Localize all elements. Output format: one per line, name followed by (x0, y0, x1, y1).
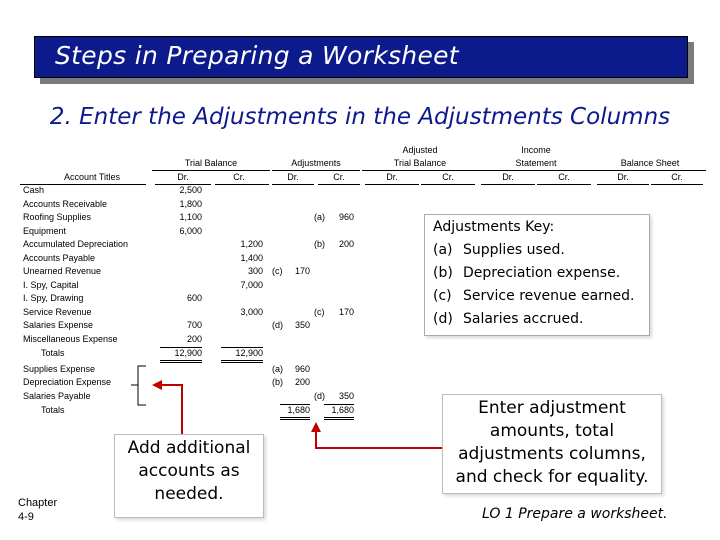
account-title: Equipment (23, 226, 67, 236)
tb-dr-cell: 6,000 (179, 226, 202, 236)
key-code: (b) (433, 265, 453, 281)
tb-dr-cell: 12,900 (174, 348, 202, 358)
key-text: Depreciation expense. (463, 265, 621, 281)
account-title: Service Revenue (23, 307, 92, 317)
header-balance-sheet: Balance Sheet (620, 158, 680, 168)
adj-cr-cell: 960 (338, 212, 354, 222)
callout-line: adjustments columns, (458, 444, 646, 464)
account-title: Depreciation Expense (23, 377, 112, 387)
adj-cr-cell: 350 (338, 391, 354, 401)
adj-cr-key: (a) (314, 212, 325, 222)
key-text: Supplies used. (463, 242, 565, 258)
account-title: Roofing Supplies (23, 212, 92, 222)
header-adj-dr: Dr. (287, 172, 299, 182)
account-title: I. Spy, Drawing (23, 293, 84, 303)
adj-cr-cell: 1,680 (331, 405, 354, 415)
header-is-cr: Cr. (558, 172, 570, 182)
callout-line: and check for equality. (455, 467, 649, 487)
header-account-titles: Account Titles (63, 172, 121, 182)
header-tb-cr: Cr. (233, 172, 245, 182)
header-income-statement: Statement (515, 158, 557, 168)
header-atb-cr: Cr. (442, 172, 454, 182)
header-income: Income (521, 145, 551, 155)
tb-cr-cell: 12,900 (235, 348, 263, 358)
header-bs-dr: Dr. (617, 172, 629, 182)
chapter-line: Chapter (18, 497, 58, 509)
adj-dr-key: (a) (272, 364, 283, 374)
tb-dr-cell: 1,800 (179, 199, 202, 209)
adj-dr-cell: 350 (294, 320, 310, 330)
bracket (138, 366, 146, 405)
chapter-line: 4-9 (18, 511, 34, 523)
adj-dr-cell: 200 (294, 377, 310, 387)
tb-dr-cell: 700 (186, 320, 202, 330)
key-code: (d) (433, 311, 453, 327)
callout-line: Add additional (127, 438, 251, 458)
account-title: Supplies Expense (23, 364, 96, 374)
adj-cr-key: (d) (314, 391, 325, 401)
header-is-dr: Dr. (502, 172, 514, 182)
adj-dr-cell: 1,680 (287, 405, 310, 415)
adj-cr-cell: 200 (338, 239, 354, 249)
tb-dr-cell: 200 (186, 334, 202, 344)
account-title: Totals (41, 405, 65, 415)
account-title: Accounts Payable (23, 253, 96, 263)
account-title: I. Spy, Capital (23, 280, 79, 290)
arrow-right (316, 424, 442, 448)
callout-enter-adjustments (442, 394, 662, 494)
callout-line: amounts, total (489, 421, 615, 441)
tb-dr-cell: 1,100 (179, 212, 202, 222)
tb-cr-cell: 1,200 (240, 239, 263, 249)
header-adjusted: Adjusted (402, 145, 438, 155)
learning-objective: LO 1 Prepare a worksheet. (482, 506, 668, 522)
tb-cr-cell: 1,400 (240, 253, 263, 263)
adj-dr-cell: 960 (294, 364, 310, 374)
header-adj-cr: Cr. (333, 172, 345, 182)
key-code: (a) (433, 242, 453, 258)
header-atb-dr: Dr. (386, 172, 398, 182)
header-bs-cr: Cr. (671, 172, 683, 182)
callout-line: accounts as (138, 461, 240, 481)
slide-title: Steps in Preparing a Worksheet (55, 41, 459, 70)
chapter-label (18, 496, 57, 524)
adj-cr-key: (c) (314, 307, 325, 317)
adj-dr-key: (c) (272, 266, 283, 276)
header-tb-dr: Dr. (177, 172, 189, 182)
key-text: Service revenue earned. (463, 288, 635, 304)
tb-dr-cell: 600 (186, 293, 202, 303)
slide-subtitle: 2. Enter the Adjustments in the Adjustments Columns (49, 104, 671, 130)
tb-cr-cell: 7,000 (240, 280, 263, 290)
header-adjustments: Adjustments (291, 158, 341, 168)
account-title: Cash (23, 185, 45, 195)
arrow-left (154, 385, 182, 434)
callout-line: Enter adjustment (478, 398, 626, 418)
tb-cr-cell: 300 (247, 266, 263, 276)
callout-line: needed. (154, 484, 224, 504)
key-code: (c) (433, 288, 452, 304)
key-text: Salaries accrued. (463, 311, 584, 327)
account-title: Totals (41, 348, 65, 358)
tb-cr-cell: 3,000 (240, 307, 263, 317)
account-title: Salaries Payable (23, 391, 91, 401)
key-title: Adjustments Key: (433, 219, 555, 235)
adj-cr-cell: 170 (338, 307, 354, 317)
account-title: Accumulated Depreciation (23, 239, 129, 249)
header-adjusted-trial-balance: Trial Balance (393, 158, 447, 168)
callout-add-accounts (114, 434, 264, 518)
adj-dr-key: (b) (272, 377, 283, 387)
adj-dr-key: (d) (272, 320, 283, 330)
header-trial-balance: Trial Balance (184, 158, 238, 168)
account-title: Salaries Expense (23, 320, 94, 330)
tb-dr-cell: 2,500 (179, 185, 202, 195)
account-title: Unearned Revenue (23, 266, 102, 276)
adj-dr-cell: 170 (294, 266, 310, 276)
adj-cr-key: (b) (314, 239, 325, 249)
account-title: Accounts Receivable (23, 199, 108, 209)
account-title: Miscellaneous Expense (23, 334, 118, 344)
